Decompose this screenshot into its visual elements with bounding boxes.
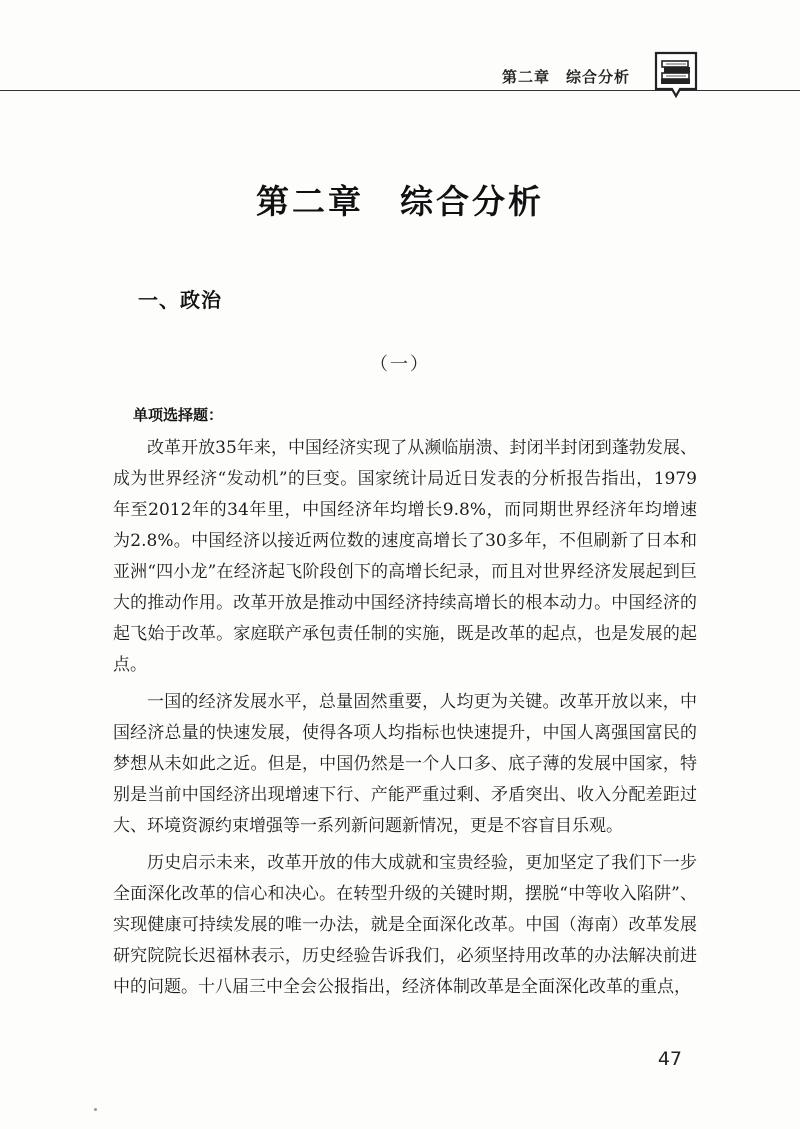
section-heading: 一、政治 <box>138 288 222 312</box>
subsection-number: （一） <box>370 354 430 375</box>
question-type-label: 单项选择题： <box>133 406 224 424</box>
paragraph: 一国的经济发展水平，总量固然重要，人均更为关键。改革开放以来，中国经济总量的快速发展，使得各项人均指标也快速提升，中国人离强国富民的梦想从未如此之近。但是，中国仍然是一个人口多、底子薄的发展中国家，特别是当前中国经济出现增速下行、产能严重过剩、矛盾突出、收入分配差距过大、环境资源约束增强等一系列新问题新情况，更是不容盲目乐观。 <box>113 692 697 836</box>
running-header-title: 第二章 综合分析 <box>501 68 630 86</box>
chapter-title: 第二章 综合分析 <box>256 182 544 221</box>
book-stack-icon <box>652 49 700 101</box>
running-header <box>0 60 800 100</box>
page-number: 47 <box>657 1048 682 1070</box>
paragraph: 历史启示未来，改革开放的伟大成就和宝贵经验，更加坚定了我们下一步全面深化改革的信心和决心。在转型升级的关键时期，摆脱“中等收入陷阱”、实现健康可持续发展的唯一办法，就是全面深化改革。中国（海南）改革发展研究院院长迟福林表示，历史经验告诉我们，必须坚持用改革的办法解决前进中的问题。十八届三中全会公报指出，经济体制改革是全面深化改革的重点， <box>113 853 697 997</box>
scan-speck <box>94 1108 97 1111</box>
body-text <box>113 433 697 1009</box>
paragraph: 改革开放35年来，中国经济实现了从濒临崩溃、封闭半封闭到蓬勃发展、成为世界经济“发动机”的巨变。国家统计局近日发表的分析报告指出，1979年至2012年的34年里，中国经济年均增长9.8%，而同期世界经济年均增速为2.8%。中国经济以接近两位数的速度高增长了30多年，不但刷新了日本和亚洲“四小龙”在经济起飞阶段创下的高增长纪录，而且对世界经济发展起到巨大的推动作用。改革开放是推动中国经济持续高增长的根本动力。中国经济的起飞始于改革。家庭联产承包责任制的实施，既是改革的起点，也是发展的起点。 <box>113 438 697 675</box>
